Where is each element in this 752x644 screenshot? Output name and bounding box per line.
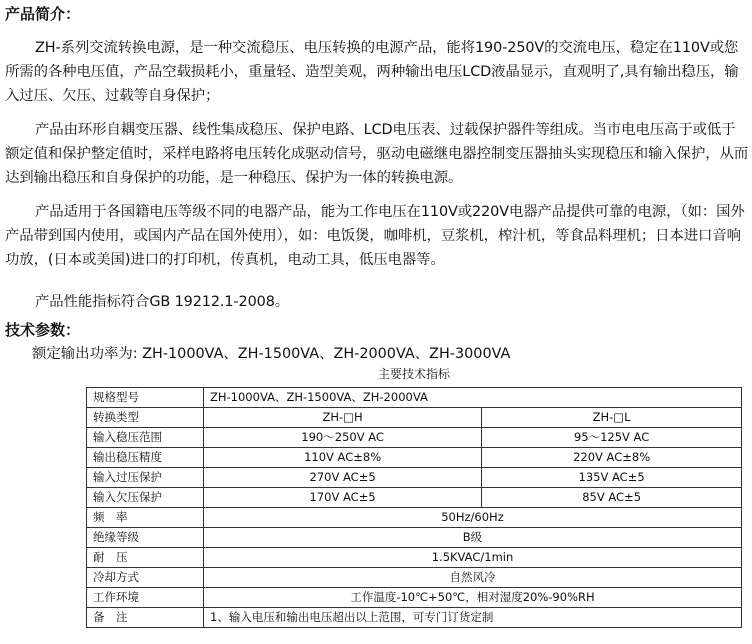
table-row bbox=[87, 408, 742, 428]
table-row bbox=[87, 468, 742, 488]
row-label: 输入稳压范围 bbox=[87, 428, 204, 448]
row-label: 转换类型 bbox=[87, 408, 204, 428]
row-label: 工作环境 bbox=[87, 588, 204, 608]
row-label: 绝缘等级 bbox=[87, 528, 204, 548]
table-row bbox=[87, 568, 742, 588]
table-row bbox=[87, 588, 742, 608]
row-label: 输出稳压精度 bbox=[87, 448, 204, 468]
row-label: 输入欠压保护 bbox=[87, 488, 204, 508]
l-type-value: ZH-□L bbox=[482, 408, 742, 428]
table-row bbox=[87, 448, 742, 468]
standard-paragraph: 产品性能指标符合GB 19212.1-2008。 bbox=[35, 294, 290, 310]
model-value: ZH-1000VA、ZH-1500VA、ZH-2000VA bbox=[204, 388, 742, 408]
row-label: 频 率 bbox=[87, 508, 204, 528]
l-type-value: 135V AC±5 bbox=[482, 468, 742, 488]
row-label: 冷却方式 bbox=[87, 568, 204, 588]
row-label: 备 注 bbox=[87, 608, 204, 628]
note-value: 1、输入电压和输出电压超出以上范围，可专门订货定制 bbox=[204, 608, 742, 628]
intro-paragraph-2: 产品由环形自耦变压器、线性集成稳压、保护电路、LCD电压表、过载保护器件等组成。当市电电压高于或低于额定值和保护整定值时，采样电路将电压转化成驱动信号，驱动电磁继电器控制变压器抽头实现稳压和输入保护，从而达到输出稳压和自身保护的功能，是一种稳压、保护为一体的转换电源。 bbox=[5, 122, 749, 186]
row-label: 耐 压 bbox=[87, 548, 204, 568]
table-row bbox=[87, 548, 742, 568]
h-type-value: 170V AC±5 bbox=[204, 488, 482, 508]
l-type-value: 85V AC±5 bbox=[482, 488, 742, 508]
h-type-value: 190～250V AC bbox=[204, 428, 482, 448]
table-row bbox=[87, 528, 742, 548]
intro-paragraph-1: ZH-系列交流转换电源，是一种交流稳压、电压转换的电源产品，能将190-250V的交流电压，稳定在110V或您所需的各种电压值，产品空载损耗小，重量轻、造型美观，两种输出电压LCD液晶显示，直观明了,具有输出稳压，输入过压、欠压、过载等自身保护； bbox=[5, 40, 739, 104]
l-type-value: 220V AC±8% bbox=[482, 448, 742, 468]
l-type-value: 95～125V AC bbox=[482, 428, 742, 448]
merged-value: 自然风冷 bbox=[204, 568, 742, 588]
h-type-value: 110V AC±8% bbox=[204, 448, 482, 468]
intro-paragraph-3: 产品适用于各国籍电压等级不同的电器产品，能为工作电压在110V或220V电器产品提供可靠的电源，（如：国外产品带到国内使用，或国内产品在国外使用），如：电饭煲，咖啡机，豆浆机，榨汁机，等食品料理机；日本进口音响功放，(日本或美国)进口的打印机，传真机，电动工具，低压电器等。 bbox=[5, 204, 745, 268]
table-row bbox=[87, 508, 742, 528]
merged-value: 50Hz/60Hz bbox=[204, 508, 742, 528]
h-type-value: ZH-□H bbox=[204, 408, 482, 428]
h-type-value: 270V AC±5 bbox=[204, 468, 482, 488]
merged-value: 1.5KVAC/1min bbox=[204, 548, 742, 568]
table-caption: 主要技术指标 bbox=[377, 367, 450, 381]
table-row bbox=[87, 488, 742, 508]
spec-table bbox=[86, 387, 742, 628]
table-row bbox=[87, 428, 742, 448]
merged-value: 工作温度-10℃+50℃，相对湿度20%-90%RH bbox=[204, 588, 742, 608]
row-label: 输入过压保护 bbox=[87, 468, 204, 488]
merged-value: B级 bbox=[204, 528, 742, 548]
rated-power-line: 额定输出功率为: ZH-1000VA、ZH-1500VA、ZH-2000VA、ZH-3000VA bbox=[32, 346, 511, 362]
specs-heading: 技术参数： bbox=[5, 321, 81, 339]
table-row bbox=[87, 388, 742, 408]
intro-heading: 产品简介： bbox=[5, 5, 81, 23]
row-label: 规格型号 bbox=[87, 388, 204, 408]
table-row bbox=[87, 608, 742, 628]
